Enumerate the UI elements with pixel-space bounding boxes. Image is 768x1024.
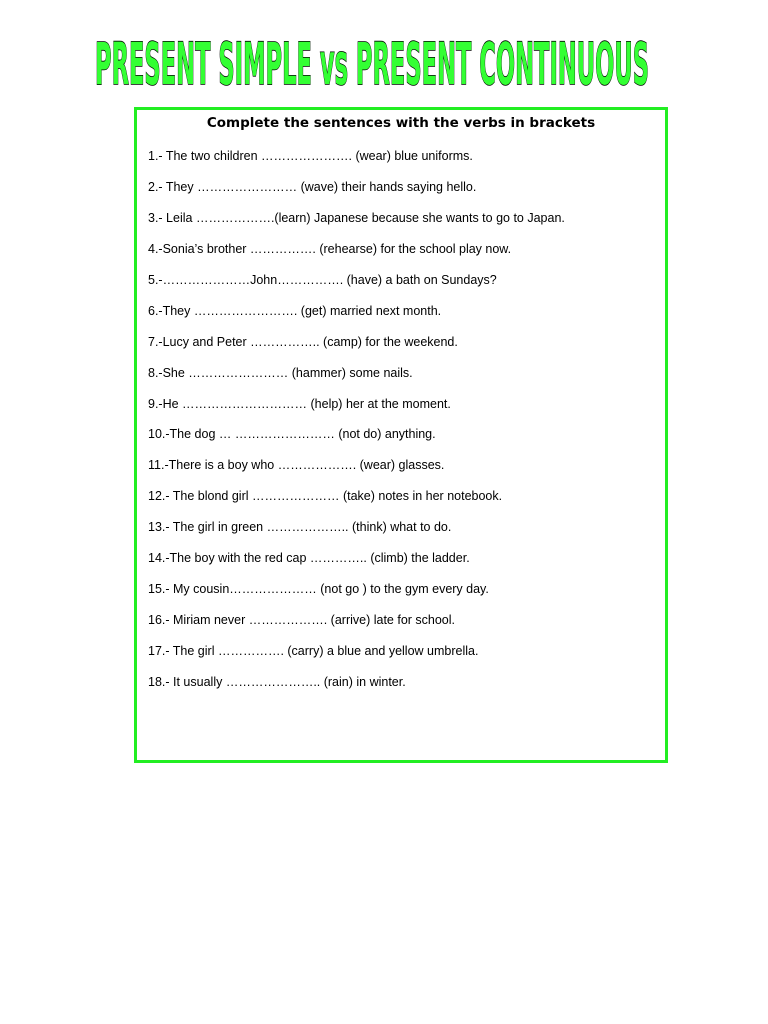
exercise-item: 5.-…………………John……………. (have) a bath on Sundays?: [148, 272, 497, 287]
exercise-item: 2.- They …………………… (wave) their hands saying hello.: [148, 179, 477, 194]
exercise-item: 10.-The dog … …………………… (not do) anything.: [148, 427, 436, 442]
exercise-item: 7.-Lucy and Peter …………….. (camp) for the weekend.: [148, 334, 458, 349]
exercise-instruction: Complete the sentences with the verbs in brackets: [206, 115, 596, 131]
exercise-item: 17.- The girl ……………. (carry) a blue and yellow umbrella.: [148, 644, 479, 658]
exercise-list: [148, 147, 658, 704]
exercise-item: 13.- The girl in green ……………….. (think) what to do.: [148, 520, 452, 535]
exercise-item: 15.- My cousin………………… (not go ) to the gym every day.: [148, 582, 489, 597]
exercise-item: 6.-They ……………………. (get) married next month.: [148, 303, 442, 318]
worksheet-title-text: PRESENT SIMPLE vs PRESENT CONTINUOUS: [95, 30, 649, 98]
exercise-box: [134, 107, 668, 763]
exercise-item: 11.-There is a boy who ………………. (wear) glasses.: [148, 458, 445, 473]
exercise-item: 18.- It usually ………………….. (rain) in winter.: [148, 674, 406, 689]
exercise-item: 3.- Leila ……………….(learn) Japanese because she wants to go to Japan.: [148, 210, 565, 225]
exercise-item: 16.- Miriam never ………………. (arrive) late for school.: [148, 613, 456, 628]
worksheet-title: [93, 22, 653, 98]
exercise-item: 9.-He ………………………… (help) her at the moment.: [148, 396, 451, 411]
exercise-item: 8.-She …………………… (hammer) some nails.: [148, 365, 413, 380]
exercise-item: 12.- The blond girl ………………… (take) notes in her notebook.: [148, 489, 503, 504]
exercise-item: 14.-The boy with the red cap ………….. (climb) the ladder.: [148, 551, 470, 566]
exercise-item: 1.- The two children …………………. (wear) blue uniforms.: [148, 149, 473, 163]
exercise-item: 4.-Sonia’s brother ……………. (rehearse) for the school play now.: [148, 241, 512, 256]
